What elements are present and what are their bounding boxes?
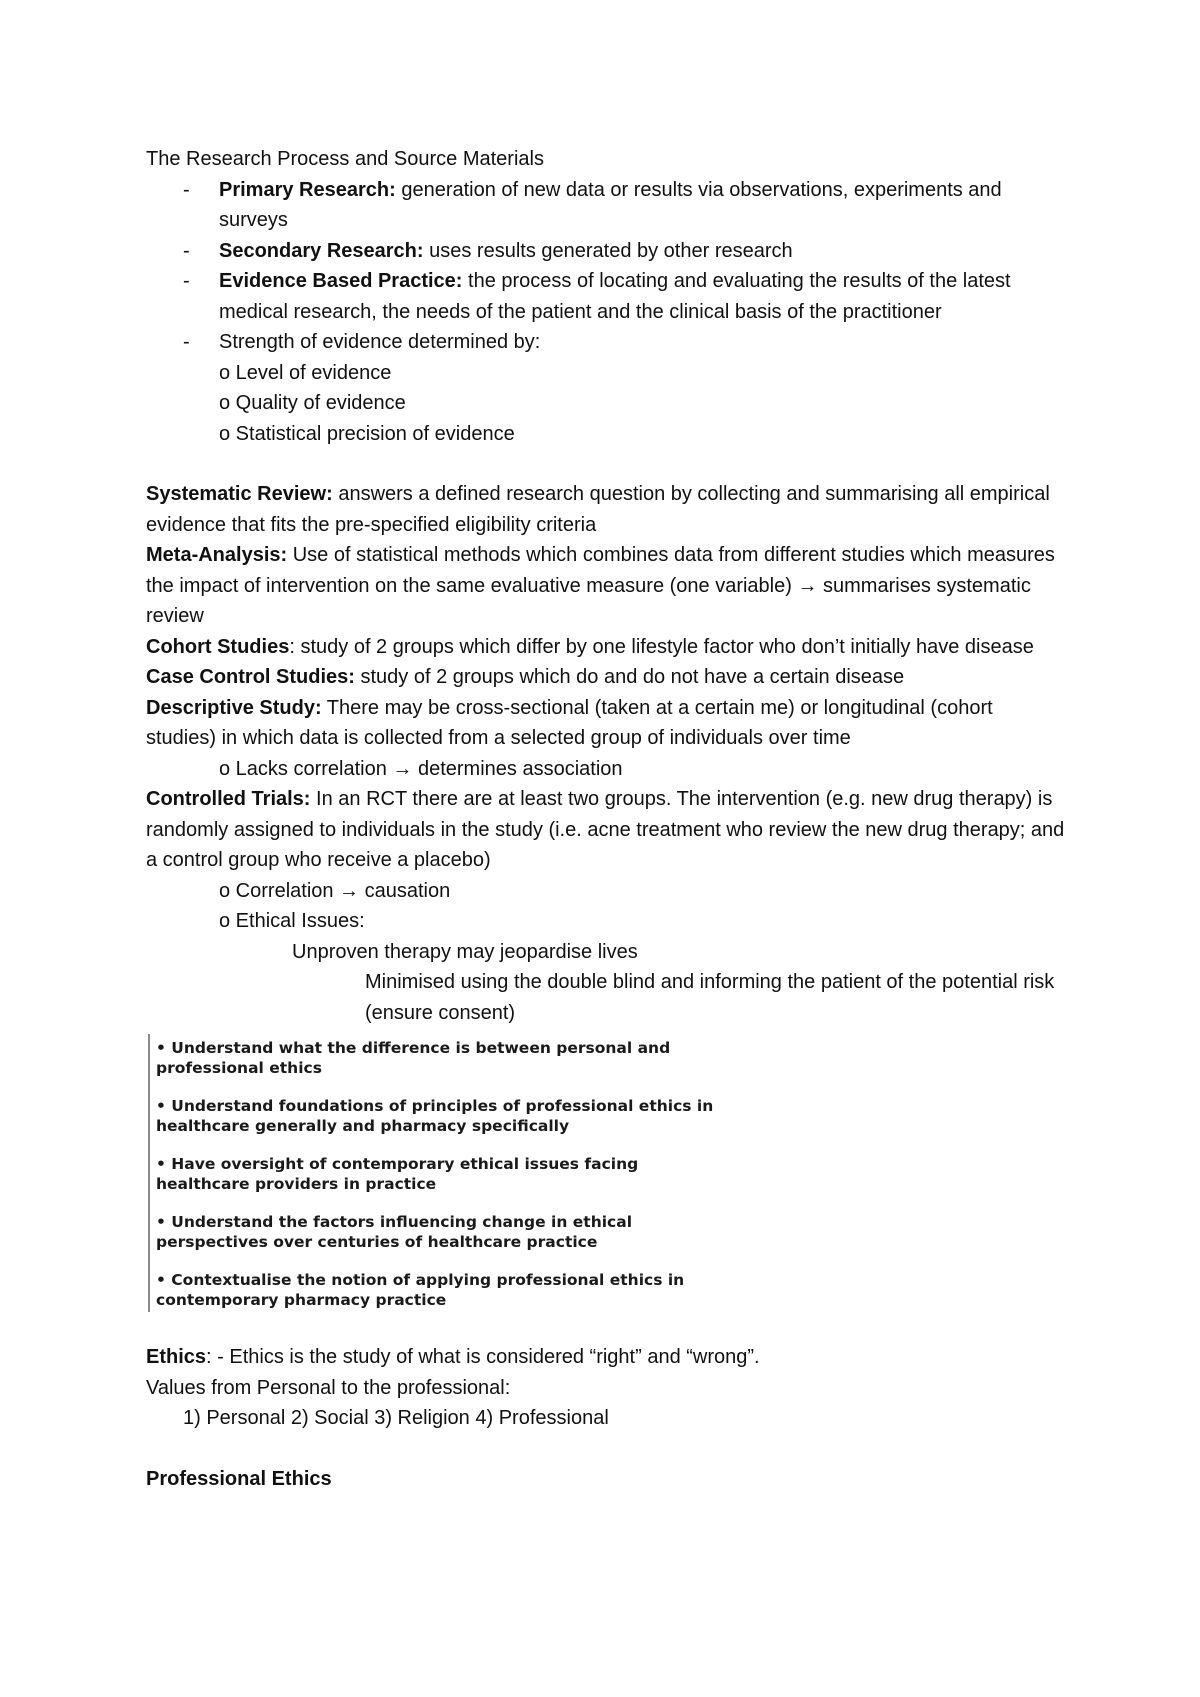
dash-bullet: - xyxy=(183,178,190,201)
term: Systematic Review: xyxy=(146,483,333,505)
definition: answers a defined research question by collecting and summarising all empirical evidence that fits the pre-specified eligibility criteria xyxy=(146,483,1050,536)
definition: In an RCT there are at least two groups. The intervention (e.g. new drug therapy) is randomly assigned to individuals in the study (i.e. acne treatment who review the new drug therapy; and a control group who receive a placebo) xyxy=(146,788,1065,871)
blank-line xyxy=(146,449,1066,479)
sub-item: o Level of evidence xyxy=(219,361,392,384)
definition: generation of new data or results via observations, experiments and surveys xyxy=(219,178,1002,231)
list-item-primary-research xyxy=(146,175,1066,236)
sub-item: o Correlation → causation xyxy=(219,879,451,902)
definition: There may be cross-sectional (taken at a certain me) or longitudinal (cohort studies) in which data is collected from a selected group of individuals over time xyxy=(146,696,993,749)
term: Evidence Based Practice: xyxy=(219,270,463,292)
values-line: Values from Personal to the professional: xyxy=(146,1376,511,1399)
professional-ethics-heading: Professional Ethics xyxy=(146,1467,332,1490)
objective-item: • Contextualise the notion of applying professional ethics in contemporary pharmacy practice xyxy=(156,1271,685,1309)
list-item-secondary-research xyxy=(146,236,1066,267)
term: Ethics xyxy=(146,1346,207,1368)
definition: the process of locating and evaluating the results of the latest medical research, the needs of the patient and the clinical basis of the practitioner xyxy=(219,270,1011,323)
sub-item: o Quality of evidence xyxy=(219,392,406,414)
objective-item: • Understand what the difference is between personal and professional ethics xyxy=(156,1039,671,1077)
definition: Use of statistical methods which combines data from different studies which measures the impact of intervention on the same evaluative measure (one variable) → summarises systematic review xyxy=(146,544,1055,627)
definition-systematic-review xyxy=(146,479,1066,540)
sub-item: o Lacks correlation → determines association xyxy=(219,757,623,780)
definition-case-control-studies xyxy=(146,662,1066,693)
term: Case Control Studies: xyxy=(146,666,355,688)
definition: : study of 2 groups which differ by one lifestyle factor who don’t initially have disease xyxy=(289,635,1034,658)
sub-item: o Statistical precision of evidence xyxy=(219,422,515,445)
sub-item: o Ethical Issues: xyxy=(219,910,365,932)
term: Primary Research: xyxy=(219,178,396,201)
sub-sub-sub-item: Minimised using the double blind and informing the patient of the potential risk (ensure consent) xyxy=(365,971,1055,1024)
objective-item: • Understand foundations of principles of professional ethics in healthcare generally and pharmacy specifically xyxy=(156,1097,714,1135)
blank-line xyxy=(146,1312,1066,1342)
term: Secondary Research: xyxy=(219,239,424,262)
definition: : - Ethics is the study of what is considered “right” and “wrong”. xyxy=(206,1346,760,1368)
term: Descriptive Study: xyxy=(146,696,322,719)
ethics-definition xyxy=(146,1342,1066,1373)
term: Meta-Analysis: xyxy=(146,544,288,566)
list-item-strength-of-evidence xyxy=(146,327,1066,358)
section-title: The Research Process and Source Materials xyxy=(146,148,544,170)
definition: study of 2 groups which do and do not have a certain disease xyxy=(354,666,905,688)
learning-objectives-image xyxy=(148,1034,716,1312)
dash-bullet: - xyxy=(183,239,190,262)
term: Cohort Studies xyxy=(146,635,290,658)
definition: Strength of evidence determined by: xyxy=(219,331,541,353)
objective-item: • Have oversight of contemporary ethical issues facing healthcare providers in practice xyxy=(156,1155,639,1193)
document-body xyxy=(146,144,1066,1494)
term: Controlled Trials: xyxy=(146,788,311,810)
definition: uses results generated by other research xyxy=(423,239,793,262)
definition-meta-analysis xyxy=(146,540,1066,632)
definition-controlled-trials xyxy=(146,784,1066,876)
sub-sub-item: Unproven therapy may jeopardise lives xyxy=(292,940,638,963)
dash-bullet: - xyxy=(183,331,190,353)
list-item-evidence-based-practice xyxy=(146,266,1066,327)
objective-item: • Understand the factors influencing change in ethical perspectives over centuries of healthcare practice xyxy=(156,1213,633,1251)
definition-descriptive-study xyxy=(146,693,1066,754)
blank-line xyxy=(146,1434,1066,1464)
dash-bullet: - xyxy=(183,270,190,292)
values-numbered-list: 1) Personal 2) Social 3) Religion 4) Professional xyxy=(183,1407,609,1429)
definition-cohort-studies xyxy=(146,632,1066,663)
